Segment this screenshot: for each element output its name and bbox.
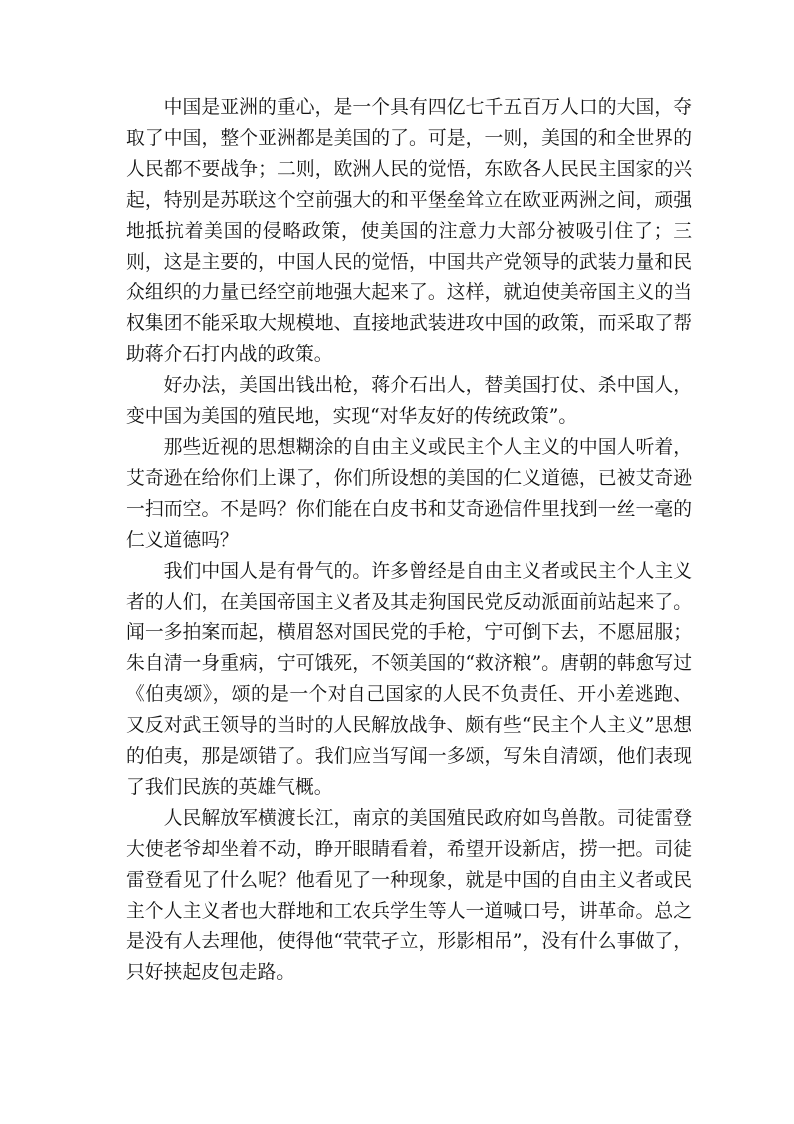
paragraph-1: 中国是亚洲的重心，是一个具有四亿七千五百万人口的大国，夺取了中国，整个亚洲都是美国的了。可是，一则，美国的和全世界的人民都不要战争；二则，欧洲人民的觉悟，东欧各人民民主国家的兴起，特别是苏联这个空前强大的和平堡垒耸立在欧亚两洲之间，顽强地抵抗着美国的侵略政策，使美国的注意力大部分被吸引住了；三则，这是主要的，中国人民的觉悟，中国共产党领导的武装力量和民众组织的力量已经空前地强大起来了。这样，就迫使美帝国主义的当权集团不能采取大规模地、直接地武装进攻中国的政策，而采取了帮助蒋介石打内战的政策。 (126, 97, 692, 366)
paragraph-5: 人民解放军横渡长江，南京的美国殖民政府如鸟兽散。司徒雷登大使老爷却坐着不动，睁开眼睛看着，希望开设新店，捞一把。司徒雷登看见了什么呢？他看见了一种现象，就是中国的自由主义者或民主个人主义者也大群地和工农兵学生等人一道喊口号，讲革命。总之是没有人去理他，使得他“茕茕孑立，形影相吊”，没有什么事做了，只好挟起皮包走路。 (126, 807, 692, 984)
paragraph-2: 好办法，美国出钱出枪，蒋介石出人，替美国打仗、杀中国人，变中国为美国的殖民地，实现“对华友好的传统政策”。 (126, 375, 692, 428)
document-body (126, 93, 692, 989)
paragraph-3: 那些近视的思想糊涂的自由主义或民主个人主义的中国人听着，艾奇逊在给你们上课了，你们所设想的美国的仁义道德，已被艾奇逊一扫而空。不是吗？你们能在白皮书和艾奇逊信件里找到一丝一毫的仁义道德吗？ (126, 436, 692, 551)
paragraph-4: 我们中国人是有骨气的。许多曾经是自由主义者或民主个人主义者的人们，在美国帝国主义者及其走狗国民党反动派面前站起来了。闻一多拍案而起，横眉怒对国民党的手枪，宁可倒下去，不愿屈服；朱自清一身重病，宁可饿死，不领美国的“救济粮”。唐朝的韩愈写过《伯夷颂》，颂的是一个对自己国家的人民不负责任、开小差逃跑、又反对武王领导的当时的人民解放战争、颇有些“民主个人主义”思想的伯夷，那是颂错了。我们应当写闻一多颂，写朱自清颂，他们表现了我们民族的英雄气概。 (126, 560, 692, 798)
